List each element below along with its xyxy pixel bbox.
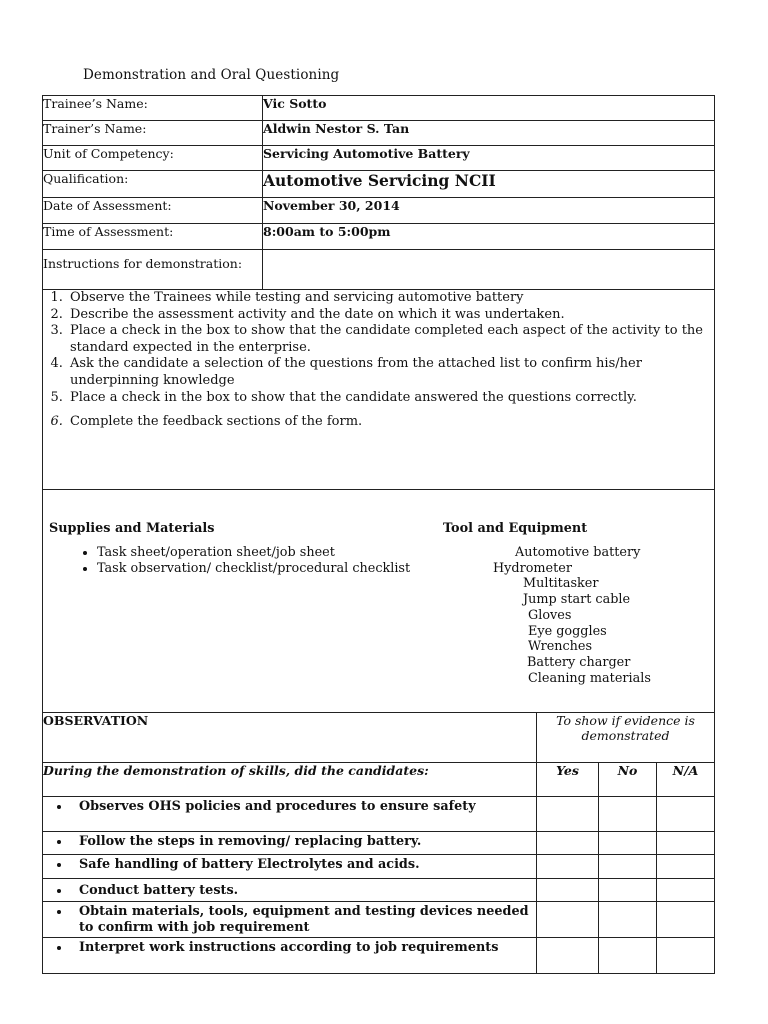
step-item: 3. Place a check in the box to show that the candidate completed each aspect of the activity to the standard expected in the enterprise. — [67, 323, 714, 356]
supplies-list — [73, 545, 410, 577]
na-checkbox[interactable] — [657, 855, 715, 879]
time-value: 8:00am to 5:00pm — [263, 224, 715, 250]
table-row — [43, 879, 715, 902]
yes-checkbox[interactable] — [537, 832, 599, 855]
instructions-steps-row — [43, 290, 715, 490]
step-item: 5. Place a check in the box to show that the candidate answered the questions correctly. — [67, 390, 714, 407]
no-checkbox[interactable] — [599, 902, 657, 938]
tool-item: Gloves — [528, 607, 572, 623]
observation-item-text: • Obtain materials, tools, equipment and testing devices needed to confirm with job requirement — [71, 904, 536, 935]
observation-item-text: • Observes OHS policies and procedures to ensure safety — [71, 799, 536, 815]
trainee-label: Trainee’s Name: — [43, 96, 263, 121]
step-item: 2. Describe the assessment activity and the date on which it was undertaken. — [67, 307, 714, 324]
tool-item: Cleaning materials — [528, 670, 651, 686]
instructions-steps — [43, 290, 715, 490]
step-item: 6. Complete the feedback sections of the form. — [67, 414, 714, 431]
observation-item — [43, 902, 537, 938]
no-checkbox[interactable] — [599, 832, 657, 855]
time-row — [43, 224, 715, 250]
tools-list — [491, 545, 651, 686]
observation-item — [43, 797, 537, 832]
yes-checkbox[interactable] — [537, 902, 599, 938]
yes-checkbox[interactable] — [537, 855, 599, 879]
tool-item: Wrenches — [528, 639, 593, 655]
tool-item: Jump start cable — [523, 592, 631, 608]
unit-value: Servicing Automotive Battery — [263, 146, 715, 171]
observation-heading: OBSERVATION — [43, 713, 537, 763]
question-row — [43, 763, 715, 797]
tool-item: Eye goggles — [528, 623, 607, 639]
tool-item: Hydrometer — [493, 560, 572, 576]
table-row — [43, 832, 715, 855]
trainer-label: Trainer’s Name: — [43, 121, 263, 146]
na-checkbox[interactable] — [657, 938, 715, 974]
tools-heading: Tool and Equipment — [443, 521, 588, 536]
date-row — [43, 198, 715, 224]
unit-label: Unit of Competency: — [43, 146, 263, 171]
materials-row — [43, 490, 715, 713]
assessment-form — [42, 95, 715, 974]
observation-item — [43, 879, 537, 902]
table-row — [43, 902, 715, 938]
observation-item-text: • Interpret work instructions according to job requirements — [71, 940, 536, 956]
evidence-note: To show if evidence is demonstrated — [537, 713, 715, 763]
supplies-heading: Supplies and Materials — [49, 521, 215, 536]
instructions-value — [263, 250, 715, 290]
table-row — [43, 797, 715, 832]
trainer-value: Aldwin Nestor S. Tan — [263, 121, 715, 146]
time-label: Time of Assessment: — [43, 224, 263, 250]
na-checkbox[interactable] — [657, 832, 715, 855]
yes-checkbox[interactable] — [537, 938, 599, 974]
yes-checkbox[interactable] — [537, 879, 599, 902]
date-label: Date of Assessment: — [43, 198, 263, 224]
steps-list — [43, 290, 714, 431]
table-row — [43, 938, 715, 974]
na-checkbox[interactable] — [657, 879, 715, 902]
tool-item: Multitasker — [523, 576, 599, 592]
observation-item — [43, 832, 537, 855]
observation-item — [43, 938, 537, 974]
supply-item: • Task sheet/operation sheet/job sheet — [97, 545, 410, 561]
trainee-value: Vic Sotto — [263, 96, 715, 121]
qualification-row — [43, 171, 715, 198]
na-checkbox[interactable] — [657, 902, 715, 938]
materials-section — [43, 490, 714, 712]
document-title: Demonstration and Oral Questioning — [83, 67, 340, 83]
step-item: 1. Observe the Trainees while testing and servicing automotive battery — [67, 290, 714, 307]
tool-item: Automotive battery — [515, 545, 641, 560]
date-value: November 30, 2014 — [263, 198, 715, 224]
observation-item — [43, 855, 537, 879]
table-row — [43, 855, 715, 879]
trainer-row — [43, 121, 715, 146]
materials-cell — [43, 490, 715, 713]
no-column-header: No — [599, 763, 657, 797]
observation-item-text: • Safe handling of battery Electrolytes and acids. — [71, 857, 536, 873]
observation-question: During the demonstration of skills, did the candidates: — [43, 763, 537, 797]
na-checkbox[interactable] — [657, 797, 715, 832]
trainee-row — [43, 96, 715, 121]
unit-row — [43, 146, 715, 171]
observation-header-row — [43, 713, 715, 763]
supply-item: • Task observation/ checklist/procedural checklist — [97, 561, 410, 577]
yes-column-header: Yes — [537, 763, 599, 797]
step-item: 4. Ask the candidate a selection of the questions from the attached list to confirm his/her underpinning knowledge — [67, 356, 714, 389]
no-checkbox[interactable] — [599, 879, 657, 902]
yes-checkbox[interactable] — [537, 797, 599, 832]
tool-item: Battery charger — [527, 654, 631, 670]
qualification-value: Automotive Servicing NCII — [263, 171, 715, 198]
no-checkbox[interactable] — [599, 855, 657, 879]
observation-item-text: • Conduct battery tests. — [71, 883, 536, 899]
instructions-row — [43, 250, 715, 290]
na-column-header: N/A — [657, 763, 715, 797]
no-checkbox[interactable] — [599, 938, 657, 974]
qualification-label: Qualification: — [43, 171, 263, 198]
observation-item-text: • Follow the steps in removing/ replacing battery. — [71, 834, 536, 850]
no-checkbox[interactable] — [599, 797, 657, 832]
instructions-label: Instructions for demonstration: — [43, 250, 263, 290]
